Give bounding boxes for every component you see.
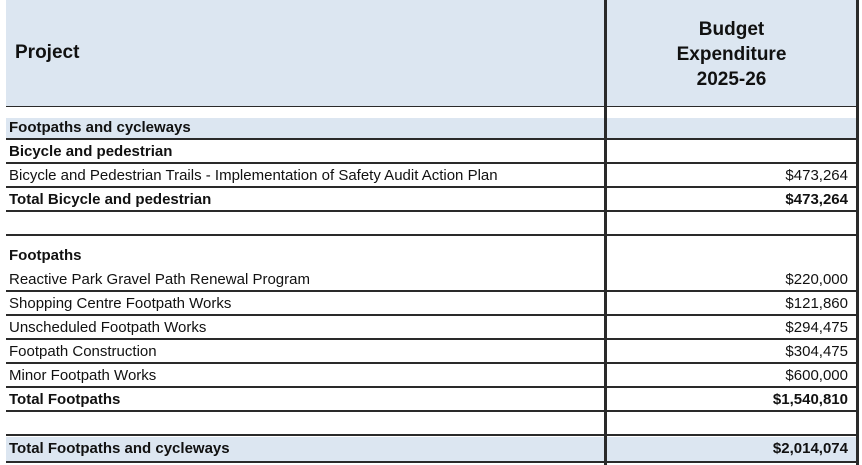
grid-line [6,162,605,164]
row-value-cell [607,165,856,187]
grid-line [607,234,856,236]
group-total-label: Total Bicycle and pedestrian [9,191,212,208]
grid-line [607,338,856,340]
section-band-bg-right [607,118,856,140]
grid-line [6,434,605,436]
row-value: $294,475 [785,319,848,336]
column-header-project: Project [15,42,80,63]
grid-line [607,290,856,292]
column-divider [604,0,607,465]
grid-line [607,138,856,140]
row-value: $121,860 [785,295,848,312]
row-value: $600,000 [785,367,848,384]
grid-line [6,106,605,107]
grid-line [607,386,856,388]
group-total-value-cell [607,189,856,211]
group-total-label: Total Footpaths [9,391,121,408]
column-header-budget [607,17,856,92]
grid-line [6,186,605,188]
grid-line [6,314,605,316]
row-label: Unscheduled Footpath Works [9,319,207,336]
row-value: $220,000 [785,271,848,288]
row-label: Minor Footpath Works [9,367,157,384]
grid-line [607,210,856,212]
grid-line [6,362,605,364]
grid-line [607,362,856,364]
grid-line [6,290,605,292]
row-label: Footpath Construction [9,343,157,360]
row-value-cell [607,317,856,339]
grid-line [607,314,856,316]
grid-line [607,106,856,107]
grid-line [607,162,856,164]
grand-total-value: $2,014,074 [772,440,848,457]
column-divider [856,0,859,465]
row-value-cell [607,293,856,315]
budget-header-line: 2025-26 [696,69,767,90]
group-total-value: $1,540,810 [772,391,848,408]
row-value-cell [607,269,856,291]
group-total-value-cell [607,389,856,411]
grid-line [6,138,605,140]
grid-line [607,434,856,436]
group-total-value: $473,264 [785,191,848,208]
grand-total-value-cell [607,438,856,460]
row-value: $304,475 [785,343,848,360]
grid-line [6,386,605,388]
budget-header-line: Expenditure [676,44,787,65]
row-value-cell [607,341,856,363]
grid-line [6,234,605,236]
row-value-cell [607,365,856,387]
grid-line [6,461,605,463]
budget-header-line: Budget [698,19,765,40]
grid-line [6,210,605,212]
group-title: Bicycle and pedestrian [9,143,173,160]
grid-line [6,338,605,340]
grand-total-label: Total Footpaths and cycleways [9,440,230,457]
grid-line [607,410,856,412]
row-label: Reactive Park Gravel Path Renewal Program [9,271,310,288]
grid-line [6,410,605,412]
row-value: $473,264 [785,167,848,184]
row-label: Bicycle and Pedestrian Trails - Implementation of Safety Audit Action Plan [9,167,498,184]
grid-line [607,461,856,463]
grid-line [607,186,856,188]
group-title: Footpaths [9,247,82,264]
row-label: Shopping Centre Footpath Works [9,295,232,312]
header-project-bg [6,0,605,106]
section-heading: Footpaths and cycleways [9,119,191,136]
